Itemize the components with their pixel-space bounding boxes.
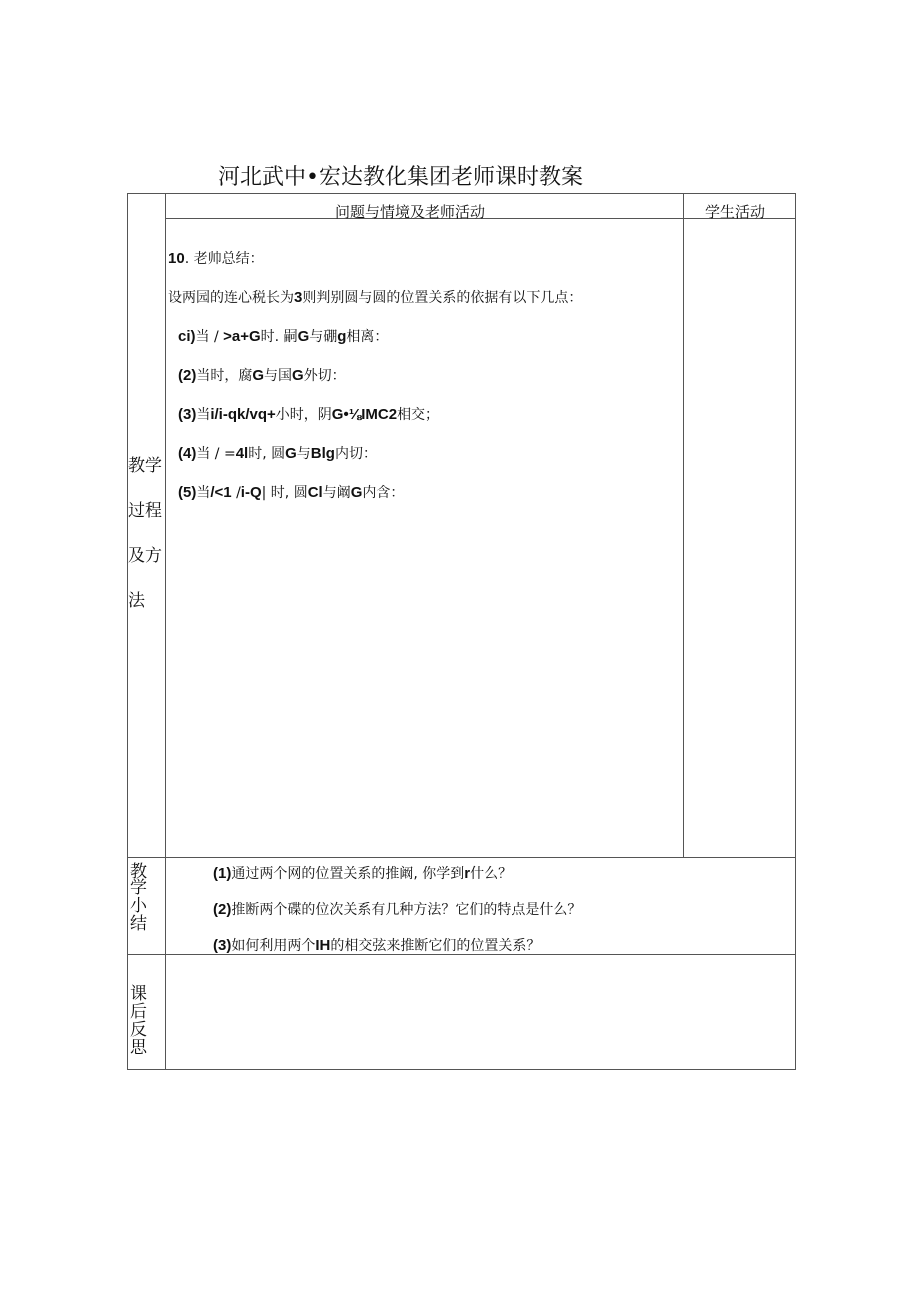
bold-segment: G•⅛IMC2 bbox=[331, 406, 398, 423]
side-label-line: 学 bbox=[130, 878, 147, 898]
bold-segment: 10 bbox=[168, 250, 185, 267]
bold-segment: 4l bbox=[235, 445, 249, 462]
condition-line bbox=[178, 404, 439, 424]
side-label-line: 教 bbox=[130, 862, 147, 882]
text-segment: 则判别圆与圆的位置关系的依据有以下几点： bbox=[302, 290, 583, 306]
text-segment: 时. 嗣 bbox=[260, 329, 298, 345]
side-label-line: 小 bbox=[130, 896, 147, 916]
text-segment: / bbox=[231, 485, 241, 501]
text-segment: 相交； bbox=[397, 407, 440, 423]
text-segment: 当 / = bbox=[196, 446, 236, 462]
text-segment: 推断两个碟的位次关系有几种方法？它们的特点是什么？ bbox=[231, 902, 582, 918]
text-segment: 如何利用两个 bbox=[231, 938, 316, 954]
text-segment: 当时，腐 bbox=[196, 368, 253, 384]
summary-heading bbox=[168, 248, 264, 268]
bold-segment: (1) bbox=[213, 865, 232, 882]
side-label-line: 教学 bbox=[128, 456, 162, 476]
text-segment: 与阚 bbox=[322, 485, 351, 501]
intro-line bbox=[168, 287, 582, 307]
bold-segment: (2) bbox=[213, 901, 232, 918]
text-segment: | 时, 圆 bbox=[261, 485, 308, 501]
bold-segment: (5) bbox=[178, 484, 197, 501]
side-label-line: 后 bbox=[130, 1002, 147, 1022]
bold-segment: (3) bbox=[178, 406, 197, 423]
bold-segment: i-Q bbox=[240, 484, 262, 501]
text-segment: 内含： bbox=[362, 485, 405, 501]
bold-segment: IH bbox=[315, 937, 331, 954]
text-segment: 通过两个网的位置关系的推阚, 你学到 bbox=[231, 866, 465, 882]
side-label-line: 反 bbox=[130, 1020, 147, 1040]
side-label-line: 课 bbox=[130, 984, 147, 1004]
bold-segment: i/i-qk/vq+ bbox=[210, 406, 276, 423]
side-label-line: 法 bbox=[128, 591, 145, 611]
text-segment: 与硼 bbox=[309, 329, 338, 345]
text-segment: 外切： bbox=[303, 368, 346, 384]
text-segment: 与 bbox=[296, 446, 311, 462]
summary-question bbox=[213, 935, 540, 955]
side-label-line: 过程 bbox=[128, 501, 162, 521]
summary-question bbox=[213, 899, 581, 919]
text-segment: 与国 bbox=[264, 368, 293, 384]
bold-segment: (4) bbox=[178, 445, 197, 462]
side-label-line: 思 bbox=[130, 1038, 147, 1058]
text-segment: 小时，阴 bbox=[275, 407, 332, 423]
text-segment: 的相交弦来推断它们的位置关系？ bbox=[330, 938, 541, 954]
bold-segment: G bbox=[292, 367, 304, 384]
condition-line bbox=[178, 443, 377, 463]
bold-segment: 3 bbox=[294, 289, 303, 306]
bold-segment: >a+G bbox=[223, 328, 261, 345]
bold-segment: G bbox=[252, 367, 265, 384]
text-segment: 什么？ bbox=[470, 866, 513, 882]
bold-segment: (2) bbox=[178, 367, 197, 384]
summary-question bbox=[213, 863, 512, 883]
page-title: 河北武中•宏达教化集团老师课时教案 bbox=[218, 165, 583, 190]
text-segment: 当 bbox=[196, 407, 211, 423]
bold-segment: ci) bbox=[178, 328, 196, 345]
text-segment: 内切： bbox=[334, 446, 377, 462]
bold-segment: g bbox=[337, 328, 347, 345]
column-header-activity: 问题与情境及老师活动 bbox=[335, 203, 486, 221]
text-segment: 当 / bbox=[195, 329, 224, 345]
bold-segment: G bbox=[297, 328, 310, 345]
bold-segment: Blg bbox=[310, 445, 335, 462]
text-segment: . 老帅总结： bbox=[184, 251, 264, 267]
column-header-student: 学生活动 bbox=[705, 203, 766, 221]
text-segment: 设两园的连心税长为 bbox=[168, 290, 294, 306]
bold-segment: G bbox=[285, 445, 297, 462]
condition-line bbox=[178, 482, 404, 502]
bold-segment: (3) bbox=[213, 937, 232, 954]
text-segment: 相离： bbox=[346, 329, 389, 345]
side-label-line: 结 bbox=[130, 914, 147, 934]
text-segment: 当 bbox=[196, 485, 211, 501]
condition-line bbox=[178, 326, 388, 346]
condition-line bbox=[178, 365, 346, 385]
bold-segment: /<1 bbox=[210, 484, 232, 501]
bold-segment: r bbox=[464, 865, 471, 882]
bold-segment: Cl bbox=[307, 484, 323, 501]
bold-segment: G bbox=[350, 484, 363, 501]
side-label-line: 及方 bbox=[128, 546, 162, 566]
text-segment: 时, 圆 bbox=[248, 446, 286, 462]
